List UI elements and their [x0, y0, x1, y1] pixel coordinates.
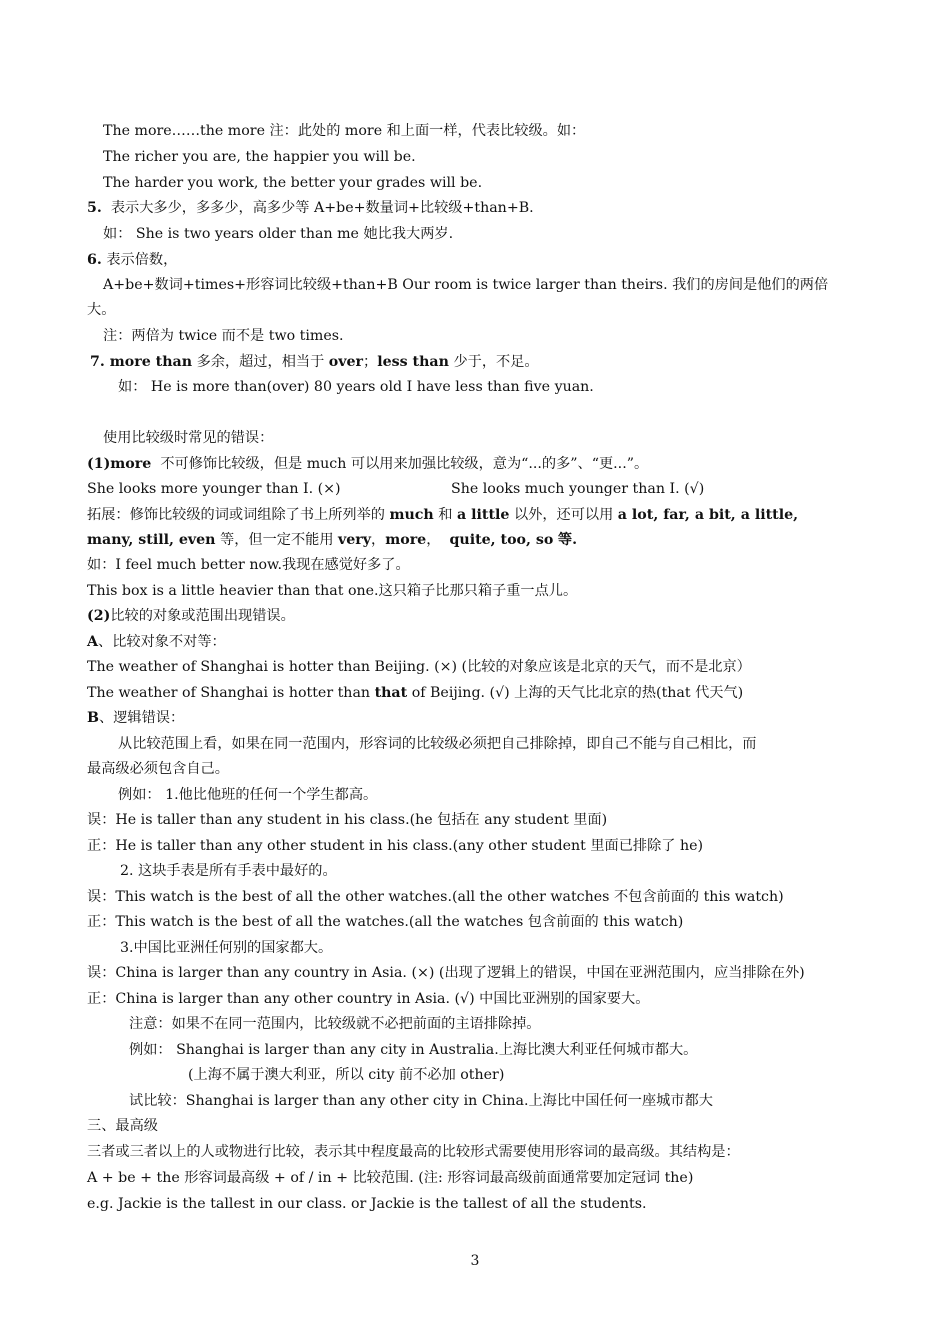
subsection-heading	[87, 708, 184, 728]
text-line: 注意：如果不在同一范围内，比较级就不必把前面的主语排除掉。	[129, 1016, 541, 1032]
text-segment: of Beijing. (√) 上海的天气比北京的热(that 代天气)	[411, 685, 744, 701]
text-line: A+be+数词+times+形容词比较级+than+B Our room is twice larger than theirs. 我们的房间是他们的两倍	[103, 277, 829, 293]
text-line: The weather of Shanghai is hotter than Beijing. (×) (比较的对象应该是北京的天气，而不是北京）	[87, 659, 751, 675]
text-segment: a little	[456, 507, 510, 523]
text-line: A + be + the 形容词最高级 + of / in + 比较范围. (注: 形容词最高级前面通常要加定冠词 the)	[87, 1170, 694, 1186]
text-line: This box is a little heavier than that one.这只箱子比那只箱子重一点儿。	[87, 583, 578, 599]
text-line: 正：This watch is the best of all the watches.(all the watches 包含前面的 this watch)	[87, 914, 684, 930]
text-segment: 多余，超过，相当于	[196, 354, 325, 370]
numbered-heading-7	[90, 352, 539, 372]
subsection-heading	[87, 606, 295, 626]
text-segment: A	[87, 634, 99, 650]
text-line: 试比较：Shanghai is larger than any other city in China.上海比中国任何一座城市都大	[129, 1093, 713, 1109]
text-line: She looks more younger than I. (×)	[87, 481, 341, 497]
text-segment: 不可修饰比较级，但是 much 可以用来加强比较级，意为“...的多”、“更...”。	[160, 456, 649, 472]
text-segment: quite, too, so	[449, 532, 554, 548]
item-number: 5.	[87, 200, 102, 216]
text-segment: 和	[438, 507, 453, 523]
text-segment: that	[374, 685, 408, 701]
text-segment: ；	[363, 354, 378, 370]
text-line: 例如： Shanghai is larger than any city in Australia.上海比澳大利亚任何城市都大。	[129, 1042, 698, 1058]
text-segment: many, still, even	[87, 532, 216, 548]
text-line: The more……the more 注：此处的 more 和上面一样，代表比较级。如：	[103, 123, 586, 139]
item-number: 6.	[87, 252, 102, 268]
text-segment: 等，但一定不能用	[220, 532, 334, 548]
text-line: She looks much younger than I. (√)	[451, 481, 705, 497]
text-segment: 使用比较级时常见的错误：	[103, 430, 274, 446]
text-segment: 等.	[557, 532, 578, 548]
text-segment: 7. more than	[90, 354, 193, 370]
text-line: 注：两倍为 twice 而不是 two times.	[103, 328, 344, 344]
text-line: 误：He is taller than any student in his class.(he 包括在 any student 里面)	[87, 812, 608, 828]
text-segment: ，	[426, 532, 441, 548]
section-heading: 三、最高级	[87, 1118, 158, 1134]
text-line	[87, 505, 798, 525]
page-number: 3	[470, 1253, 480, 1269]
text-line	[87, 683, 743, 703]
text-line: 大。	[87, 302, 116, 318]
text-segment: ，	[371, 532, 386, 548]
text-line: e.g. Jackie is the tallest in our class. or Jackie is the tallest of all the students.	[87, 1196, 647, 1212]
text-line	[87, 454, 648, 474]
text-line: 如：I feel much better now.我现在感觉好多了。	[87, 557, 410, 573]
text-line: 例如： 1.他比他班的任何一个学生都高。	[118, 787, 378, 803]
text-segment: a lot, far, a bit, a little,	[617, 507, 799, 523]
text-segment: 比较的对象或范围出现错误。	[110, 608, 295, 624]
text-segment: 、比较对象不对等：	[98, 634, 226, 650]
text-line: 最高级必须包含自己。	[87, 761, 229, 777]
text-line: 正：He is taller than any other student in his class.(any other student 里面已排除了 he)	[87, 838, 704, 854]
section-heading	[103, 428, 273, 448]
text-segment: 表示倍数，	[106, 252, 178, 268]
text-segment: less than	[377, 354, 449, 370]
text-segment: (1)more	[87, 456, 152, 472]
text-segment: 拓展：修饰比较级的词或词组除了书上所列举的	[87, 507, 385, 523]
text-line: 误：This watch is the best of all the other watches.(all the other watches 不包含前面的 this watch)	[87, 889, 784, 905]
text-line: The harder you work, the better your grades will be.	[103, 175, 483, 191]
text-segment: 以外，还可以用	[513, 507, 614, 523]
text-segment: more	[385, 532, 427, 548]
text-line: 如： He is more than(over) 80 years old I have less than five yuan.	[118, 379, 594, 395]
numbered-heading-6	[87, 250, 177, 270]
subsection-heading	[87, 632, 226, 652]
text-line: 误：China is larger than any country in Asia. (×) (出现了逻辑上的错误，中国在亚洲范围内，应当排除在外)	[87, 965, 805, 981]
text-segment: over	[328, 354, 363, 370]
text-segment: very	[338, 532, 372, 548]
text-line	[87, 530, 577, 550]
text-line: 从比较范围上看，如果在同一范围内，形容词的比较级必须把自己排除掉，即自己不能与自己相比，而	[118, 736, 757, 752]
text-line: 正：China is larger than any other country in Asia. (√) 中国比亚洲别的国家要大。	[87, 991, 650, 1007]
text-line: 2. 这块手表是所有手表中最好的。	[120, 863, 337, 879]
text-segment: 表示大多少，多多少，高多少等 A+be+数量词+比较级+than+B.	[110, 200, 534, 216]
text-line: 3.中国比亚洲任何别的国家都大。	[120, 940, 333, 956]
text-segment: 少于，不足。	[453, 354, 539, 370]
text-line: 如： She is two years older than me 她比我大两岁.	[103, 226, 454, 242]
text-line: 三者或三者以上的人或物进行比较，表示其中程度最高的比较形式需要使用形容词的最高级。其结构是：	[87, 1144, 740, 1160]
text-segment: (2)	[87, 608, 111, 624]
text-segment: The weather of Shanghai is hotter than	[87, 685, 371, 701]
text-segment: B	[87, 710, 99, 726]
text-line: (上海不属于澳大利亚，所以 city 前不必加 other)	[188, 1067, 505, 1083]
text-segment: 、逻辑错误：	[99, 710, 185, 726]
text-segment: much	[389, 507, 434, 523]
numbered-heading-5	[87, 198, 534, 218]
text-line: The richer you are, the happier you will be.	[103, 149, 416, 165]
